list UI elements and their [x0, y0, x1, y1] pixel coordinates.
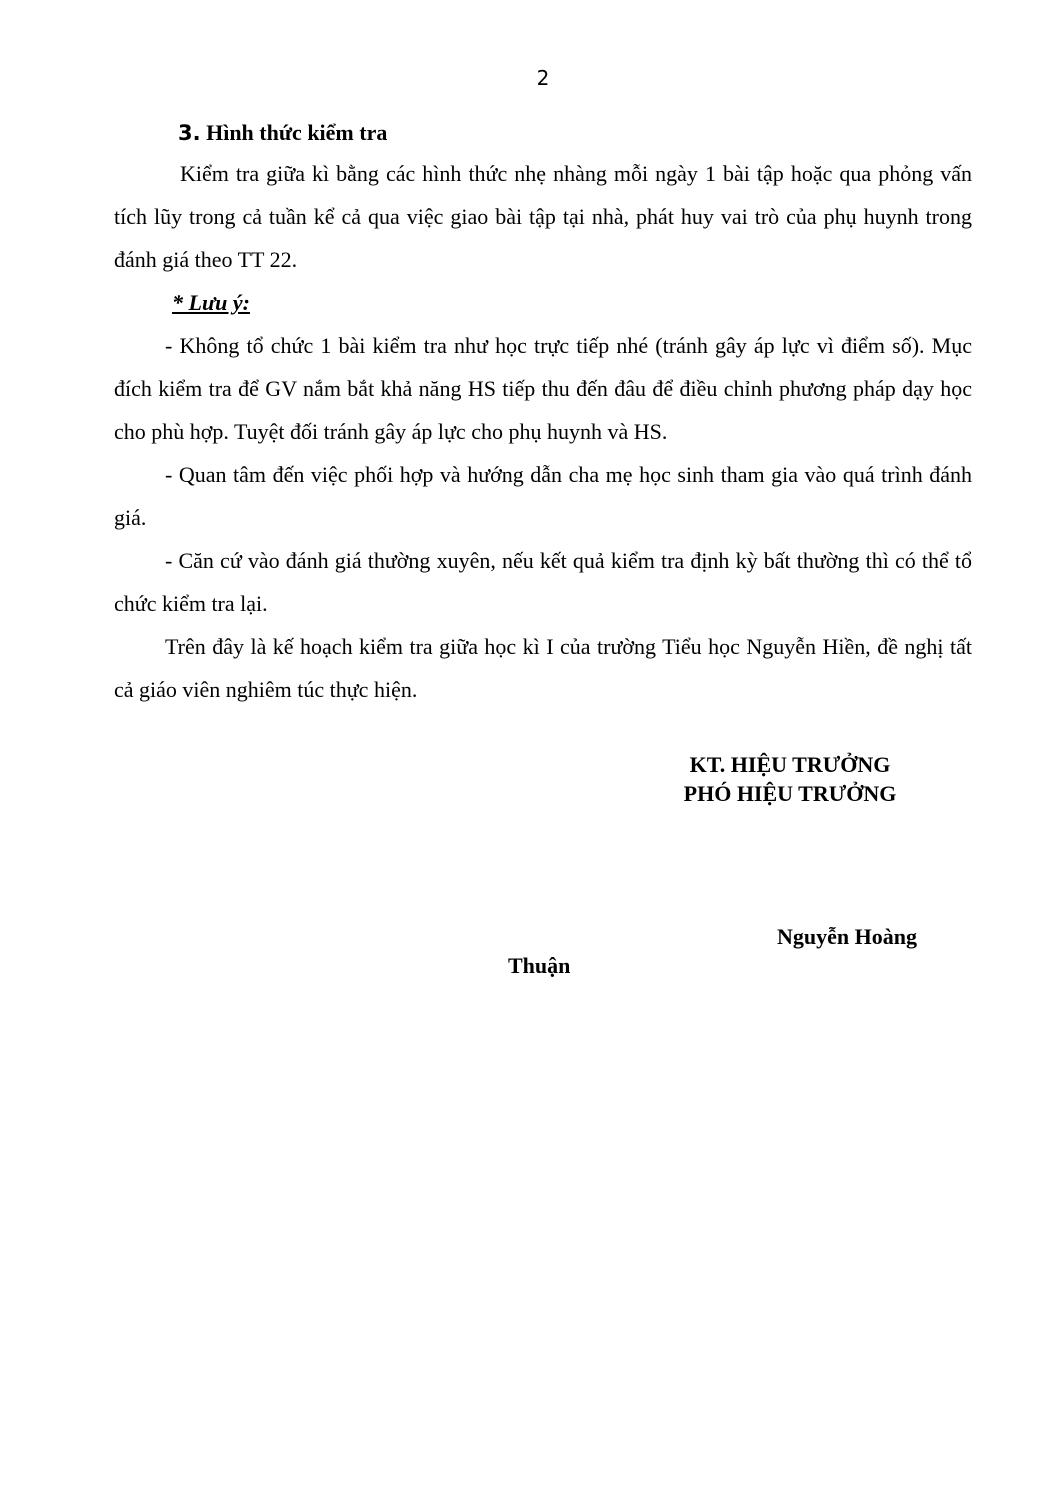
closing-paragraph: Trên đây là kế hoạch kiểm tra giữa học kì I của trường Tiểu học Nguyễn Hiền, đề nghị tất cả giáo viên nghiêm túc thực hiện.	[114, 634, 972, 702]
note-item-3: - Căn cứ vào đánh giá thường xuyên, nếu kết quả kiểm tra định kỳ bất thường thì có thể tổ chức kiểm tra lại.	[114, 548, 972, 616]
section-number: 3.	[178, 121, 201, 145]
section-heading	[114, 118, 972, 148]
note-item-1: - Không tổ chức 1 bài kiểm tra như học trực tiếp nhé (tránh gây áp lực vì điểm số). Mục đích kiểm tra để GV nắm bắt khả năng HS tiếp thu đến đâu để điều chỉnh phương pháp dạy học cho phù hợp. Tuyệt đối tránh gây áp lực cho phụ huynh và HS.	[114, 333, 972, 444]
section-paragraph: Kiểm tra giữa kì bằng các hình thức nhẹ nhàng mỗi ngày 1 bài tập hoặc qua phỏng vấn tích lũy trong cả tuần kể cả qua việc giao bài tập tại nhà, phát huy vai trò của phụ huynh trong đánh giá theo TT 22.	[114, 161, 972, 272]
signature-block	[640, 750, 940, 808]
signature-title-line2: PHÓ HIỆU TRƯỞNG	[683, 781, 897, 806]
note-item-2: - Quan tâm đến việc phối hợp và hướng dẫn cha mẹ học sinh tham gia vào quá trình đánh giá.	[114, 462, 972, 530]
note-title: * Lưu ý:	[172, 290, 250, 315]
page-number: 2	[536, 66, 550, 90]
signer-name-part2: Thuận	[508, 953, 571, 978]
signer-name-part1: Nguyễn Hoàng	[777, 924, 917, 949]
document-body	[114, 118, 972, 711]
signature-title-line1: KT. HIỆU TRƯỞNG	[689, 752, 891, 777]
section-title: Hình thức kiểm tra	[206, 120, 388, 145]
